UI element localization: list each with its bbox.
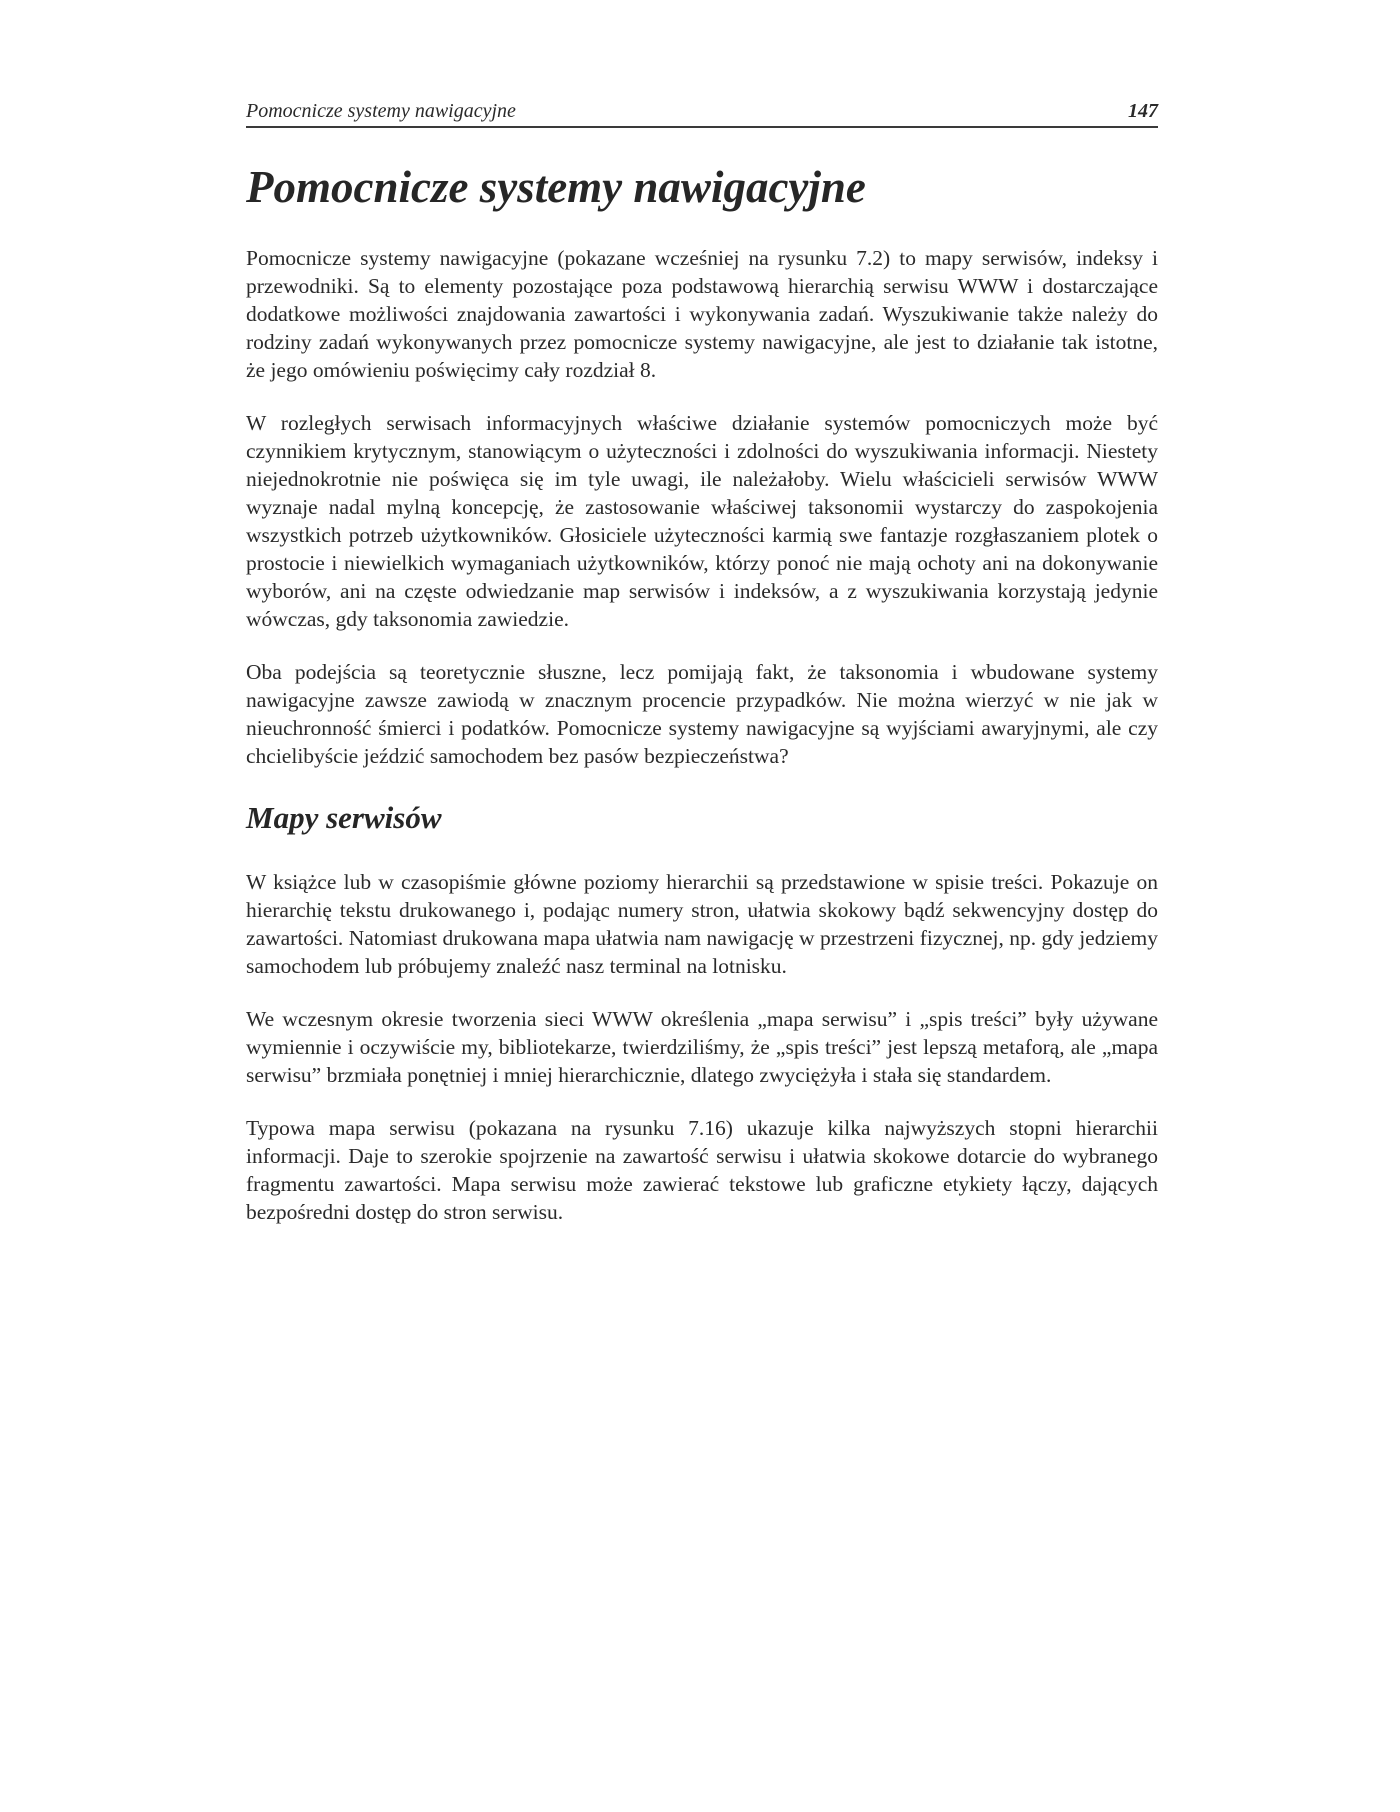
running-header-title: Pomocnicze systemy nawigacyjne <box>246 100 516 122</box>
section-title: Mapy serwisów <box>246 800 442 835</box>
chapter-title: Pomocnicze systemy nawigacyjne <box>246 162 866 212</box>
body-paragraph: W rozległych serwisach informacyjnych właściwe działanie systemów pomocniczych może być czynnikiem krytycznym, stanowiącym o użyteczności i zdolności do wyszukiwania informacji. Niestety niejednokrotnie nie poświęca się im tyle uwagi, ile należałoby. Wielu właścicieli serwisów WWW wyznaje nadal mylną koncepcję, że zastosowanie właściwej taksonomii wystarczy do zaspokojenia wszystkich potrzeb użytkowników. Głosiciele użyteczności karmią swe fantazje rozgłaszaniem plotek o prostocie i niewielkich wymaganiach użytkowników, którzy ponoć nie mają ochoty ani na dokonywanie wyborów, ani na częste odwiedzanie map serwisów i indeksów, a z wyszukiwania korzystają jedynie wówczas, gdy taksonomia zawiedzie. <box>246 411 1158 631</box>
body-paragraph: We wczesnym okresie tworzenia sieci WWW określenia „mapa serwisu” i „spis treści” były używane wymiennie i oczywiście my, bibliotekarze, twierdziliśmy, że „spis treści” jest lepszą metaforą, ale „mapa serwisu” brzmiała ponętniej i mniej hierarchicznie, dlatego zwyciężyła i stała się standardem. <box>246 1007 1158 1087</box>
page-number: 147 <box>1128 100 1158 122</box>
running-header <box>246 96 1158 128</box>
body-paragraph: Oba podejścia są teoretycznie słuszne, lecz pomijają fakt, że taksonomia i wbudowane systemy nawigacyjne zawsze zawiodą w znacznym procencie przypadków. Nie można wierzyć w nie jak w nieuchronność śmierci i podatków. Pomocnicze systemy nawigacyjne są wyjściami awaryjnymi, ale czy chcielibyście jeździć samochodem bez pasów bezpieczeństwa? <box>246 660 1158 768</box>
body-paragraph: Typowa mapa serwisu (pokazana na rysunku 7.16) ukazuje kilka najwyższych stopni hierarchii informacji. Daje to szerokie spojrzenie na zawartość serwisu i ułatwia skokowe dotarcie do wybranego fragmentu zawartości. Mapa serwisu może zawierać tekstowe lub graficzne etykiety łączy, dających bezpośredni dostęp do stron serwisu. <box>246 1116 1158 1224</box>
body-paragraph: W książce lub w czasopiśmie główne poziomy hierarchii są przedstawione w spisie treści. Pokazuje on hierarchię tekstu drukowanego i, podając numery stron, ułatwia skokowy bądź sekwencyjny dostęp do zawartości. Natomiast drukowana mapa ułatwia nam nawigację w przestrzeni fizycznej, np. gdy jedziemy samochodem lub próbujemy znaleźć nasz terminal na lotnisku. <box>246 870 1158 978</box>
page-content <box>246 160 1158 1251</box>
body-paragraph: Pomocnicze systemy nawigacyjne (pokazane wcześniej na rysunku 7.2) to mapy serwisów, indeksy i przewodniki. Są to elementy pozostające poza podstawową hierarchią serwisu WWW i dostarczające dodatkowe możliwości znajdowania zawartości i wykonywania zadań. Wyszukiwanie także należy do rodziny zadań wykonywanych przez pomocnicze systemy nawigacyjne, ale jest to działanie tak istotne, że jego omówieniu poświęcimy cały rozdział 8. <box>246 246 1158 382</box>
